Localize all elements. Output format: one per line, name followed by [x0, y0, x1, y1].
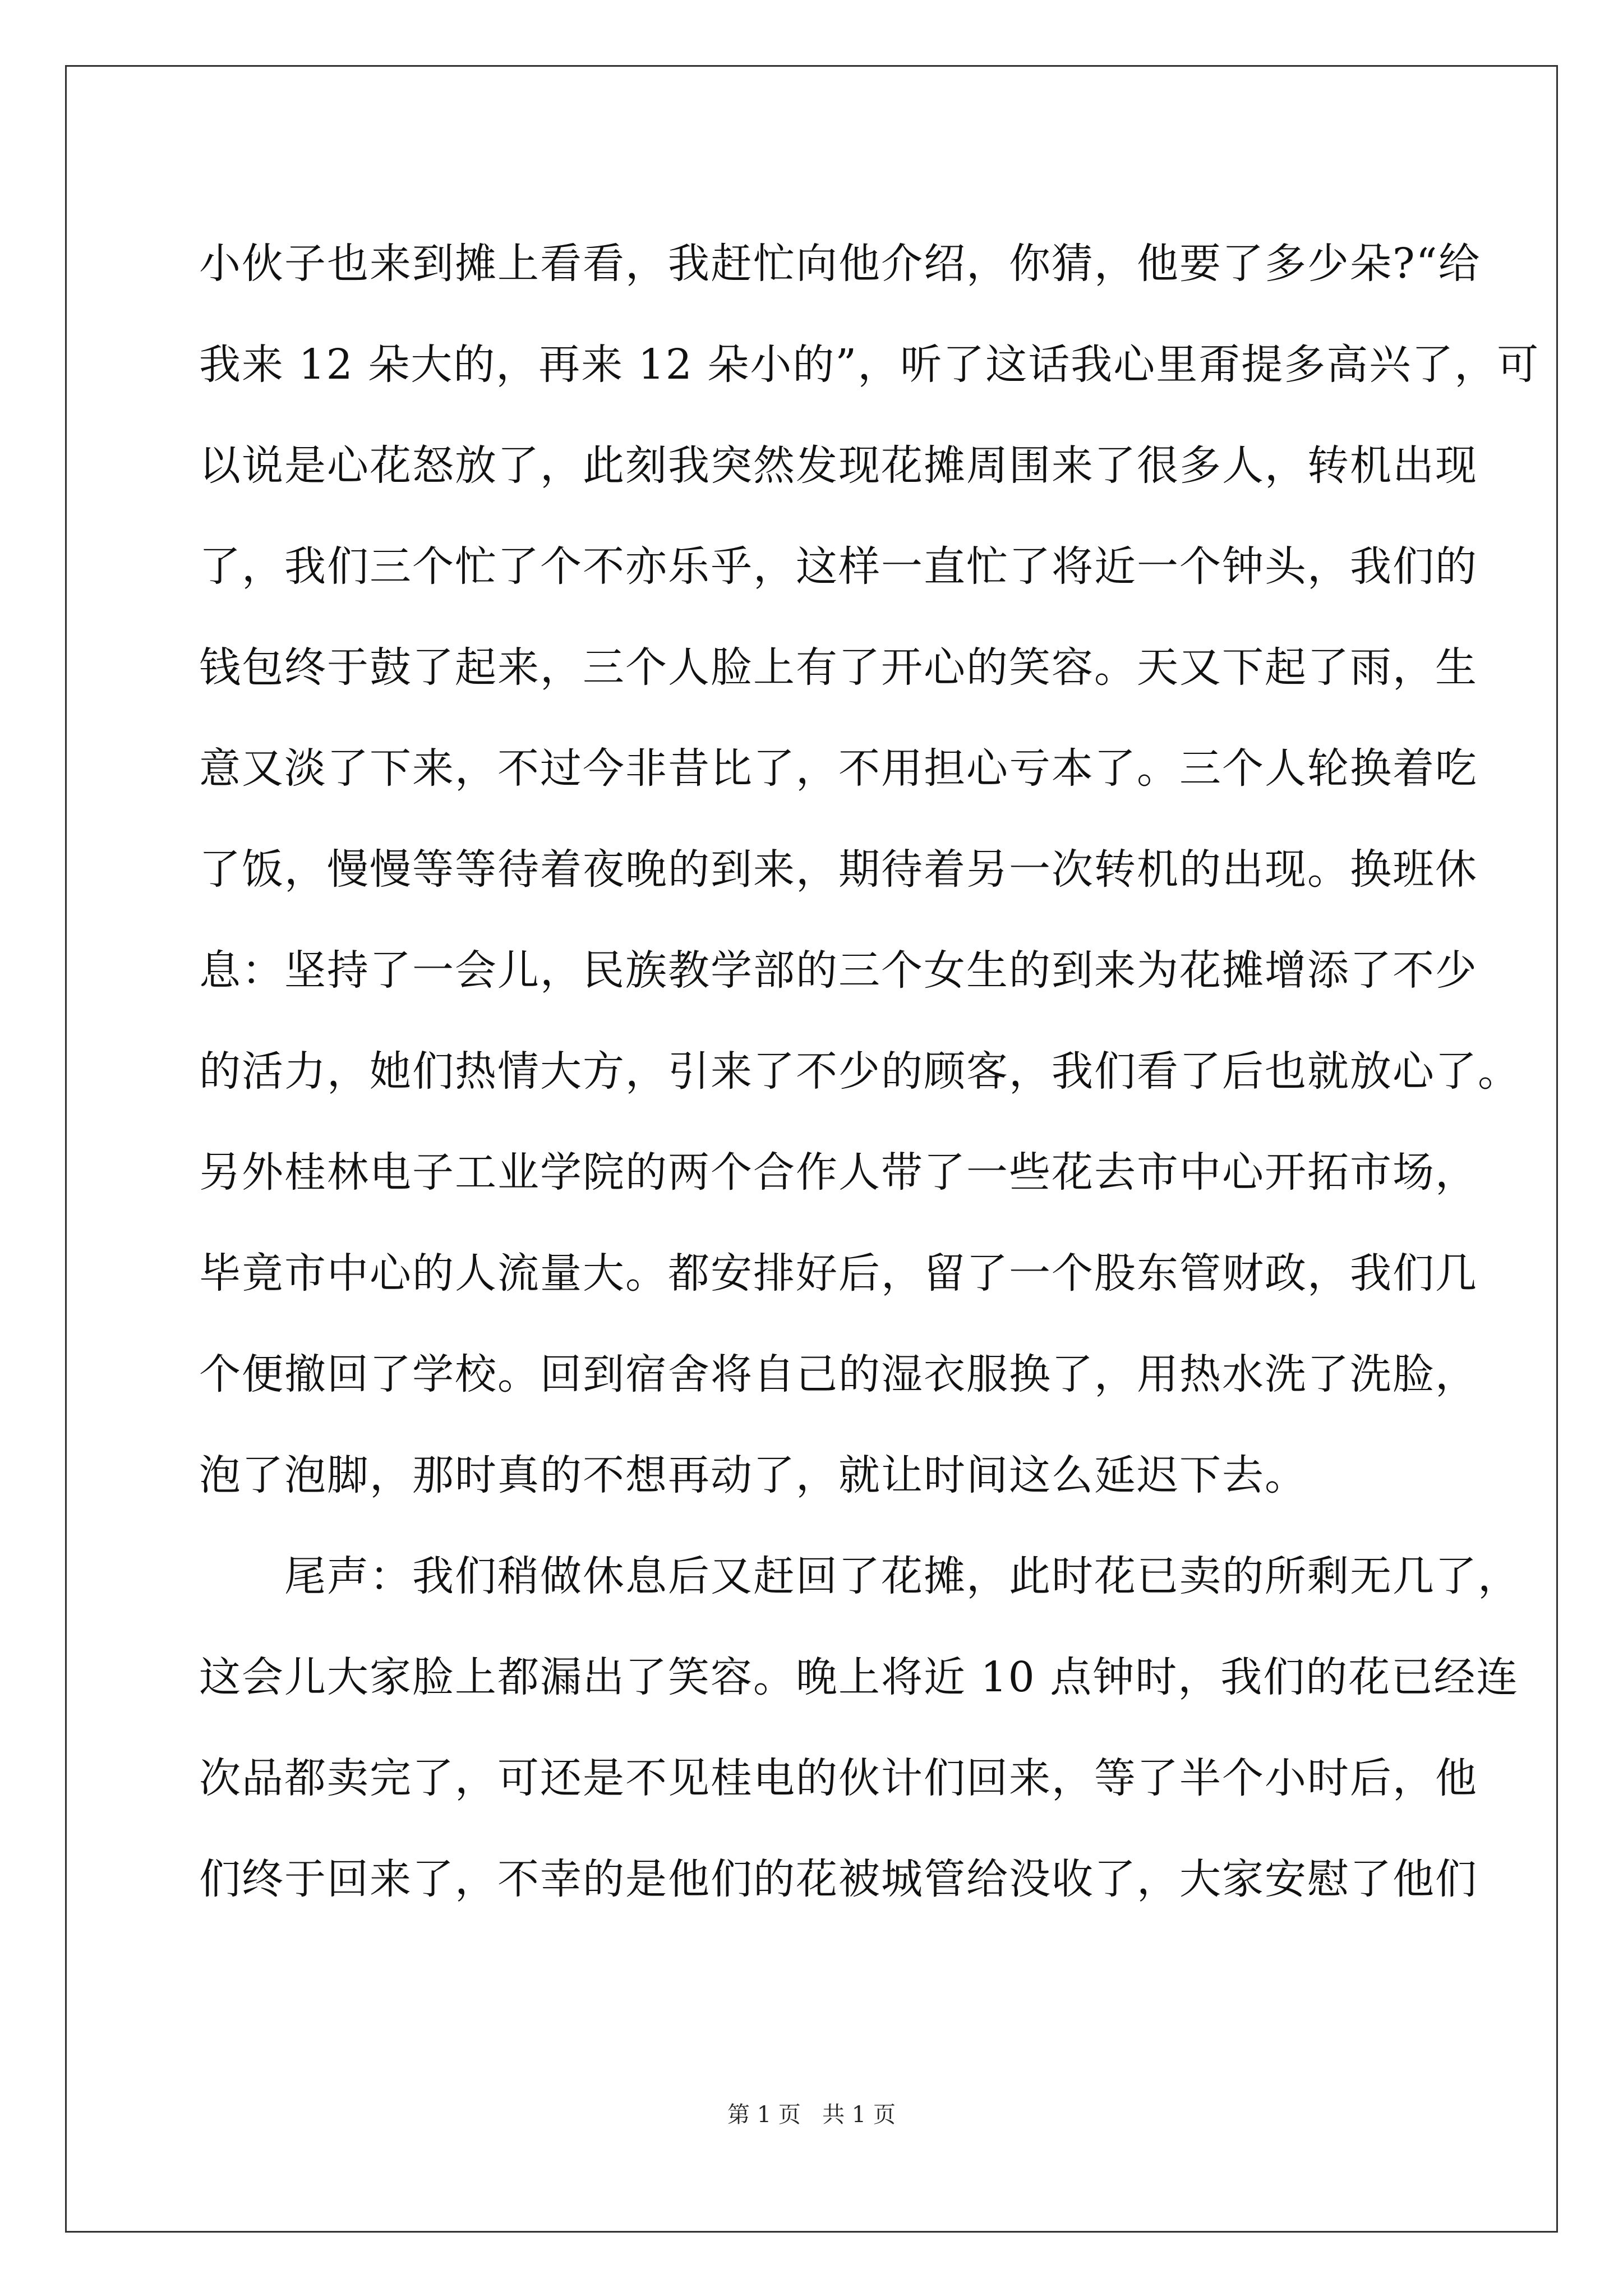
text-line: 以说是心花怒放了，此刻我突然发现花摊周围来了很多人，转机出现 [199, 441, 1478, 490]
text-line: 了饭，慢慢等等待着夜晚的到来，期待着另一次转机的出现。换班休 [199, 845, 1478, 894]
text-line: 这会儿大家脸上都漏出了笑容。晚上将近 10 点钟时，我们的花已经连 [199, 1653, 1519, 1701]
text-line: 毕竟市中心的人流量大。都安排好后，留了一个股东管财政，我们几 [199, 1249, 1478, 1297]
text-line: 个便撤回了学校。回到宿舍将自己的湿衣服换了，用热水洗了洗脸， [199, 1350, 1478, 1398]
text-line: 了，我们三个忙了个不亦乐乎，这样一直忙了将近一个钟头，我们的 [199, 542, 1478, 591]
text-line: 意又淡了下来，不过今非昔比了，不用担心亏本了。三个人轮换着吃 [199, 744, 1478, 793]
text-line: 小伙子也来到摊上看看，我赶忙向他介绍，你猜，他要了多少朵?“给 [199, 240, 1481, 288]
text-line: 尾声：我们稍做休息后又赶回了花摊，此时花已卖的所剩无几了， [199, 1552, 1520, 1600]
document-body [199, 213, 1540, 1930]
text-line: 泡了泡脚，那时真的不想再动了，就让时间这么延迟下去。 [199, 1451, 1307, 1499]
text-line: 钱包终于鼓了起来，三个人脸上有了开心的笑容。天又下起了雨，生 [199, 643, 1478, 692]
text-line: 的活力，她们热情大方，引来了不少的顾客，我们看了后也就放心了。 [199, 1047, 1520, 1096]
text-line: 们终于回来了，不幸的是他们的花被城管给没收了，大家安慰了他们 [199, 1855, 1478, 1903]
text-line: 息：坚持了一会儿，民族教学部的三个女生的到来为花摊增添了不少 [199, 946, 1478, 995]
text-line: 我来 12 朵大的，再来 12 朵小的”，听了这话我心里甭提多高兴了，可 [199, 341, 1540, 389]
page-footer: 第 1 页 共 1 页 [727, 2102, 896, 2128]
text-line: 次品都卖完了，可还是不见桂电的伙计们回来，等了半个小时后，他 [199, 1754, 1478, 1802]
text-line: 另外桂林电子工业学院的两个合作人带了一些花去市中心开拓市场， [199, 1148, 1478, 1197]
